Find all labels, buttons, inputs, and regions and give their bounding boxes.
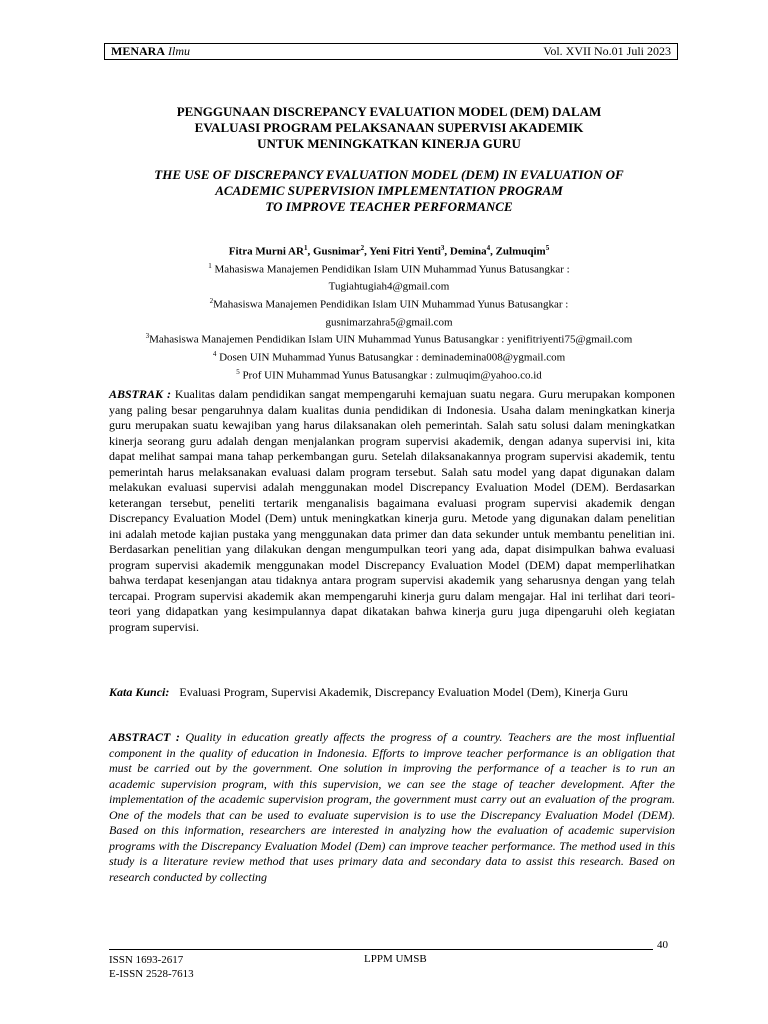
abstract-text: Quality in education greatly affects the progress of a country. Teachers are the most influential component in the quality of education in Indonesia. Efforts to improve teacher performance is an obligation that must be carried out by the government. One solution in improving the performance of a teacher is to run an academic supervision program, with this supervision, we can see the stage of teacher development. After the implementation of the academic supervision program, the government must carry out an evaluation of the program. One of the models that can be used to evaluate supervision is to use the Discrepancy Evaluation Model (DEM). Based on this information, researchers are interested in analyzing how the evaluation of academic supervision programs with the Discrepancy Evaluation Model (Dem) can improve teacher performance. The method used in this study is a literature review method that uses primary data and secondary data to assist this research. Based on research conducted by collecting [109,730,675,884]
affiliation-email: gusnimarzahra5@gmail.com [325,316,453,329]
running-header [104,43,678,60]
abstract-label: ABSTRACT : [109,730,180,744]
title-en-line: THE USE OF DISCREPANCY EVALUATION MODEL (DEM) IN EVALUATION OF [154,167,624,182]
affiliation: $^3$Mahasiswa Manajemen Pendidikan Islam UIN Muhammad Yunus Batusangkar : yenifitriyenti75@gmail.com [145,332,633,346]
title-id-line: EVALUASI PROGRAM PELAKSANAAN SUPERVISI AKADEMIK [194,120,584,135]
affiliation: $^4$ Dosen UIN Muhammad Yunus Batusangkar : deminademina008@ygmail.com [212,349,566,364]
publisher: LPPM UMSB [364,953,427,965]
abstrak-label: ABSTRAK : [109,387,171,401]
title-en-line: ACADEMIC SUPERVISION IMPLEMENTATION PROGRAM [215,183,563,198]
affiliation: $^2$Mahasiswa Manajemen Pendidikan Islam UIN Muhammad Yunus Batusangkar : [209,296,569,311]
keywords-text: Evaluasi Program, Supervisi Akademik, Discrepancy Evaluation Model (Dem), Kinerja Guru [179,685,628,699]
page-number: 40 [657,939,668,951]
author-block [100,241,678,382]
author-names: Fitra Murni $AR^1$, Gusnimar$^2$, Yeni Fitri Yenti$^3$, Demina$^4$, Zulmuqim$^5$ [228,244,550,258]
title-id-line: UNTUK MENINGKATKAN KINERJA GURU [257,136,521,151]
affiliation: $^5$ Prof UIN Muhammad Yunus Batusangkar : zulmuqim@yahoo.co.id [236,367,542,382]
issn-block [109,953,194,981]
title-id-line: PENGGUNAAN DISCREPANCY EVALUATION MODEL (DEM) DALAM [176,104,602,119]
title-en-line: TO IMPROVE TEACHER PERFORMANCE [265,199,513,214]
abstract-english-paragraph [109,730,675,885]
keywords-label: Kata Kunci: [109,685,170,699]
author-name: Gusnimar [312,245,361,258]
keywords [109,685,675,700]
title-indonesian [100,104,678,152]
author-name: Yeni Fitri Yenti [369,245,441,258]
abstrak-text: Kualitas dalam pendidikan sangat mempengaruhi kemajuan suatu negara. Guru merupakan komponen yang paling besar pengaruhnya dalam kualitas dunia pendidikan di Indonesia. Usaha dalam meningkatkan kinerja guru merupakan suatu kewajiban yang harus dilaksanakan oleh pemerintah. Salah satu solusi dalam meningkatkan kinerja seorang guru adalah dengan menjalankan program supervisi akademik, dengan adanya supervisi ini, kita dapat melihat sampai mana tahap perkembangan guru. Setelah dilaksanakannya program supervisi akademik, tentu pemerintah harus melaksanakan evaluasi dalam program tersebut. Salah satu model yang dapat digunakan dalam melakukan evaluasi supervisi adalah menggunakan model Discrepancy Evaluation Model (DEM). Berdasarkan keterangan tersebut, peneliti tertarik menganalisis bagaimana evaluasi program supervisi akademik dengan Discrepancy Evaluation Model (Dem) untuk meningkatkan kinerja guru. Metode yang digunakan dalam penelitian ini adalah metode kajian pustaka yang menggunakan data primer dan data sekunder untuk membantu penelitian ini. Berdasarkan penelitian yang dilakukan dengan mengumpulkan teori yang ada, dapat disimpulkan bahwa evaluasi program supervisi akademik menggunakan model Discrepancy Evaluation Model (DEM) dapat memperlihatkan bahwa terdapat kesenjangan atau tidaknya antara program supervisi akademik yang seharusnya dengan yang telah tercapai. Program supervisi akademik akan mempengaruhi kinerja guru dalam mengajar. Hal ini terlihat dari teori- teori yang didapatkan yang kesimpulannya dapat dikatakan bahwa kinerja guru juga dipengaruhi oleh kegiatan program supervisi. [109,387,675,634]
eissn: E-ISSN 2528-7613 [109,968,194,980]
affiliation-email: Tugiahtugiah4@gmail.com [328,280,450,293]
issn: ISSN 1693-2617 [109,954,184,966]
volume-info: Vol. XVII No.01 Juli 2023 [543,44,671,58]
author-name: Fitra Murni AR [228,245,304,258]
author-name: Demina [449,245,487,258]
abstrak-paragraph [109,387,675,635]
title-english [100,167,678,215]
title-block [100,104,678,215]
footer-rule [109,949,653,950]
author-name: Zulmuqim [495,245,546,258]
affiliation: $^1$ Mahasiswa Manajemen Pendidikan Islam UIN Muhammad Yunus Batusangkar : [208,261,570,276]
journal-name: MENARA Ilmu [111,44,190,58]
